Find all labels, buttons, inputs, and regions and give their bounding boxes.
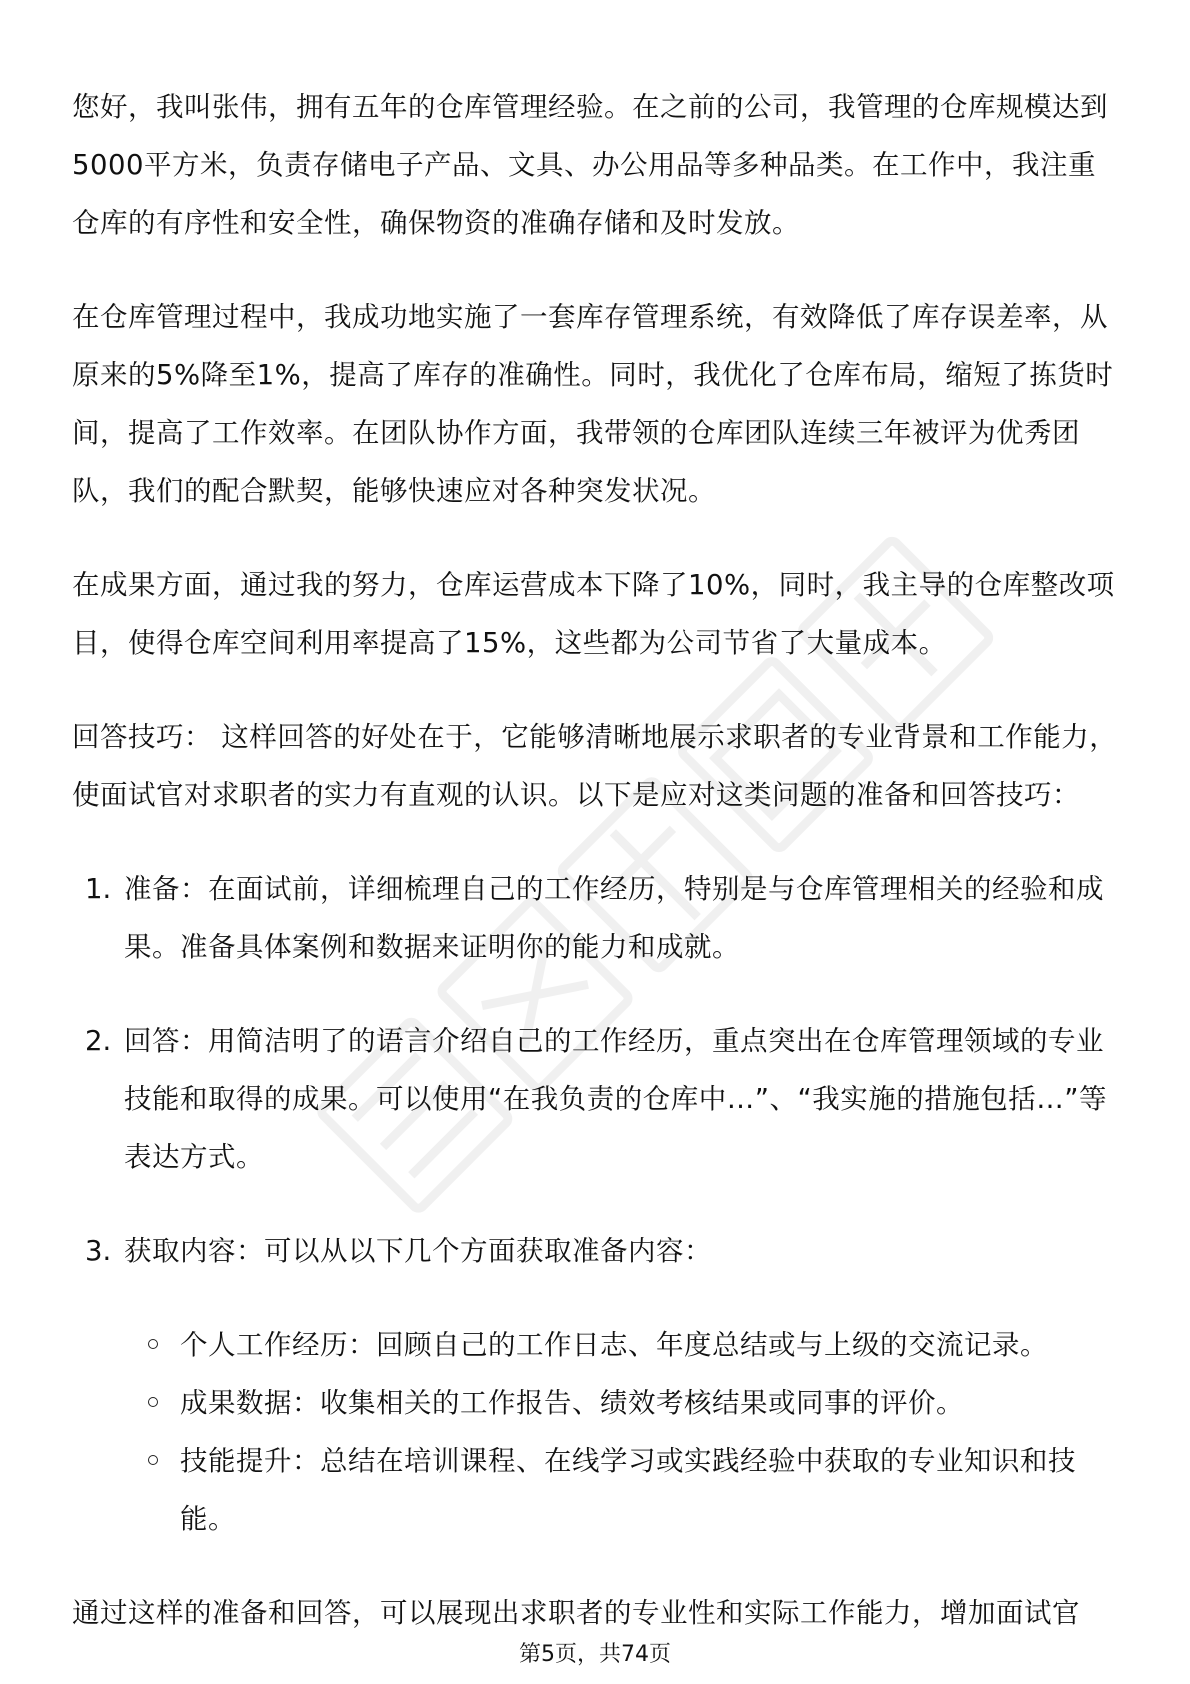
list-item	[72, 1012, 1122, 1186]
sources-bullet-list	[72, 1316, 1122, 1548]
hollow-bullet-icon	[148, 1397, 158, 1407]
list-item	[72, 860, 1122, 976]
list-item	[72, 1222, 1122, 1280]
document-body	[72, 78, 1122, 1642]
list-item-text: 个人工作经历：回顾自己的工作日志、年度总结或与上级的交流记录。	[180, 1329, 1048, 1361]
paragraph-tips: 回答技巧： 这样回答的好处在于，它能够清晰地展示求职者的专业背景和工作能力，使面试官对求职者的实力有直观的认识。以下是应对这类问题的准备和回答技巧：	[72, 721, 1118, 811]
list-item-text: 准备：在面试前，详细梳理自己的工作经历，特别是与仓库管理相关的经验和成果。准备具体案例和数据来证明你的能力和成就。	[124, 873, 1104, 963]
list-item-text: 获取内容：可以从以下几个方面获取准备内容：	[124, 1235, 712, 1267]
paragraph-management: 在仓库管理过程中，我成功地实施了一套库存管理系统，有效降低了库存误差率，从原来的5%降至1%，提高了库存的准确性。同时，我优化了仓库布局，缩短了拣货时间，提高了工作效率。在团队协作方面，我带领的仓库团队连续三年被评为优秀团队，我们的配合默契，能够快速应对各种突发状况。	[72, 301, 1114, 507]
list-item-text: 成果数据：收集相关的工作报告、绩效考核结果或同事的评价。	[180, 1387, 964, 1419]
list-item	[72, 1432, 1122, 1548]
list-item-text: 回答：用简洁明了的语言介绍自己的工作经历，重点突出在仓库管理领域的专业技能和取得的成果。可以使用“在我负责的仓库中…”、“我实施的措施包括…”等表达方式。	[124, 1025, 1107, 1173]
paragraph-results: 在成果方面，通过我的努力，仓库运营成本下降了10%，同时，我主导的仓库整改项目，使得仓库空间利用率提高了15%，这些都为公司节省了大量成本。	[72, 569, 1115, 659]
list-item	[72, 1374, 1122, 1432]
list-item	[72, 1316, 1122, 1374]
page-number: 第5页，共74页	[519, 1642, 671, 1667]
list-item-text: 技能提升：总结在培训课程、在线学习或实践经验中获取的专业知识和技能。	[180, 1445, 1076, 1535]
tips-numbered-list	[72, 860, 1122, 1280]
paragraph-conclusion: 通过这样的准备和回答，可以展现出求职者的专业性和实际工作能力，增加面试官	[72, 1597, 1080, 1629]
list-number: 2.	[85, 1025, 112, 1057]
hollow-bullet-icon	[148, 1339, 158, 1349]
hollow-bullet-icon	[148, 1455, 158, 1465]
list-number: 1.	[85, 873, 112, 905]
paragraph-intro: 您好，我叫张伟，拥有五年的仓库管理经验。在之前的公司，我管理的仓库规模达到5000平方米，负责存储电子产品、文具、办公用品等多种品类。在工作中，我注重仓库的有序性和安全性，确保物资的准确存储和及时发放。	[72, 91, 1108, 239]
list-number: 3.	[85, 1235, 112, 1267]
